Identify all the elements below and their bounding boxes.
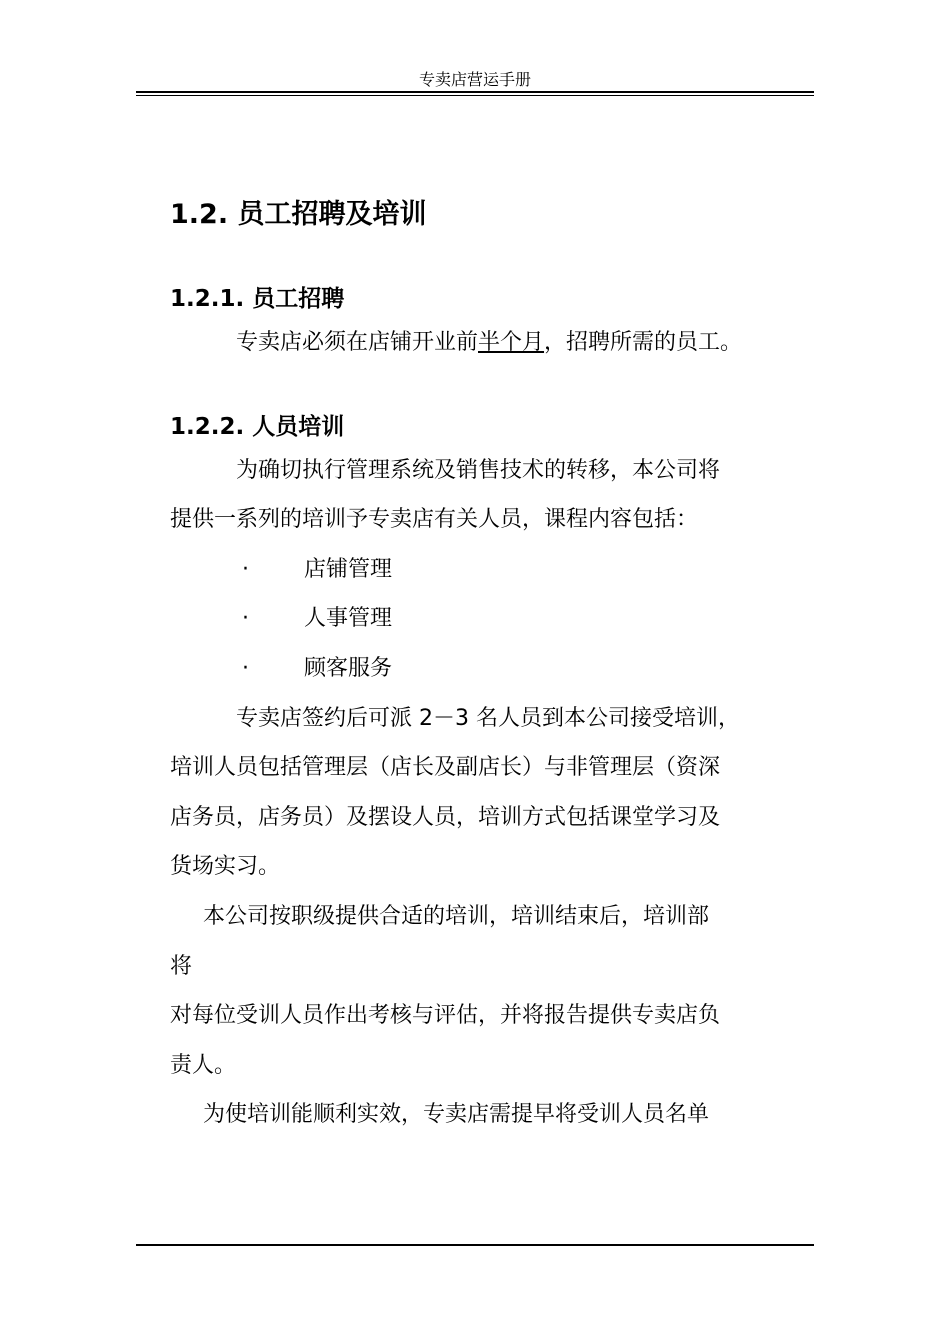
header-rule-thin bbox=[136, 95, 814, 96]
section-heading-1-2-2: 1.2.2. 人员培训 bbox=[170, 413, 345, 440]
training-para4-line-1: 为使培训能顺利实效，专卖店需提早将受训人员名单 bbox=[203, 1102, 710, 1128]
training-para3-line-4: 责人。 bbox=[170, 1052, 237, 1078]
running-header-title: 专卖店营运手册 bbox=[418, 70, 531, 89]
recruit-text-after: ，招聘所需的员工。 bbox=[544, 330, 743, 355]
section-heading-1-2: 1.2. 员工招聘及培训 bbox=[170, 199, 427, 230]
training-para3-line-3: 对每位受训人员作出考核与评估，并将报告提供专卖店负 bbox=[170, 1003, 721, 1029]
bullet-icon: · bbox=[242, 556, 249, 582]
training-para2-line-3: 店务员，店务员）及摆设人员，培训方式包括课堂学习及 bbox=[170, 804, 721, 830]
list-item bbox=[170, 644, 815, 694]
recruit-text-before: 专卖店必须在店铺开业前 bbox=[236, 330, 479, 355]
list-item-label: 店铺管理 bbox=[304, 556, 393, 582]
document-body bbox=[170, 190, 815, 1140]
spacer bbox=[170, 368, 815, 408]
training-intro-line-1: 为确切执行管理系统及销售技术的转移，本公司将 bbox=[236, 457, 721, 483]
bullet-icon: · bbox=[242, 606, 249, 632]
list-item-label: 人事管理 bbox=[304, 606, 393, 632]
section-heading-1-2-1: 1.2.1. 员工招聘 bbox=[170, 286, 345, 312]
training-intro-line-2: 提供一系列的培训予专卖店有关人员，课程内容包括： bbox=[170, 507, 699, 533]
training-para2-line-4: 货场实习。 bbox=[170, 854, 281, 880]
header-rule bbox=[136, 91, 814, 93]
list-item bbox=[170, 594, 815, 644]
training-para3-line-2: 将 bbox=[170, 953, 193, 979]
list-item bbox=[170, 545, 815, 595]
training-para3-line-1: 本公司按职级提供合适的培训，培训结束后，培训部 bbox=[203, 903, 710, 929]
list-item-label: 顾客服务 bbox=[304, 655, 393, 681]
recruit-paragraph bbox=[170, 318, 815, 368]
footer-rule bbox=[136, 1244, 814, 1246]
bullet-icon: · bbox=[242, 655, 249, 681]
spacer bbox=[170, 240, 815, 280]
recruit-text-underlined: 半个月 bbox=[478, 330, 545, 355]
training-para2-line-2: 培训人员包括管理层（店长及副店长）与非管理层（资深 bbox=[170, 755, 721, 781]
training-para2-line-1: 专卖店签约后可派 2－3 名人员到本公司接受培训， bbox=[236, 705, 740, 731]
